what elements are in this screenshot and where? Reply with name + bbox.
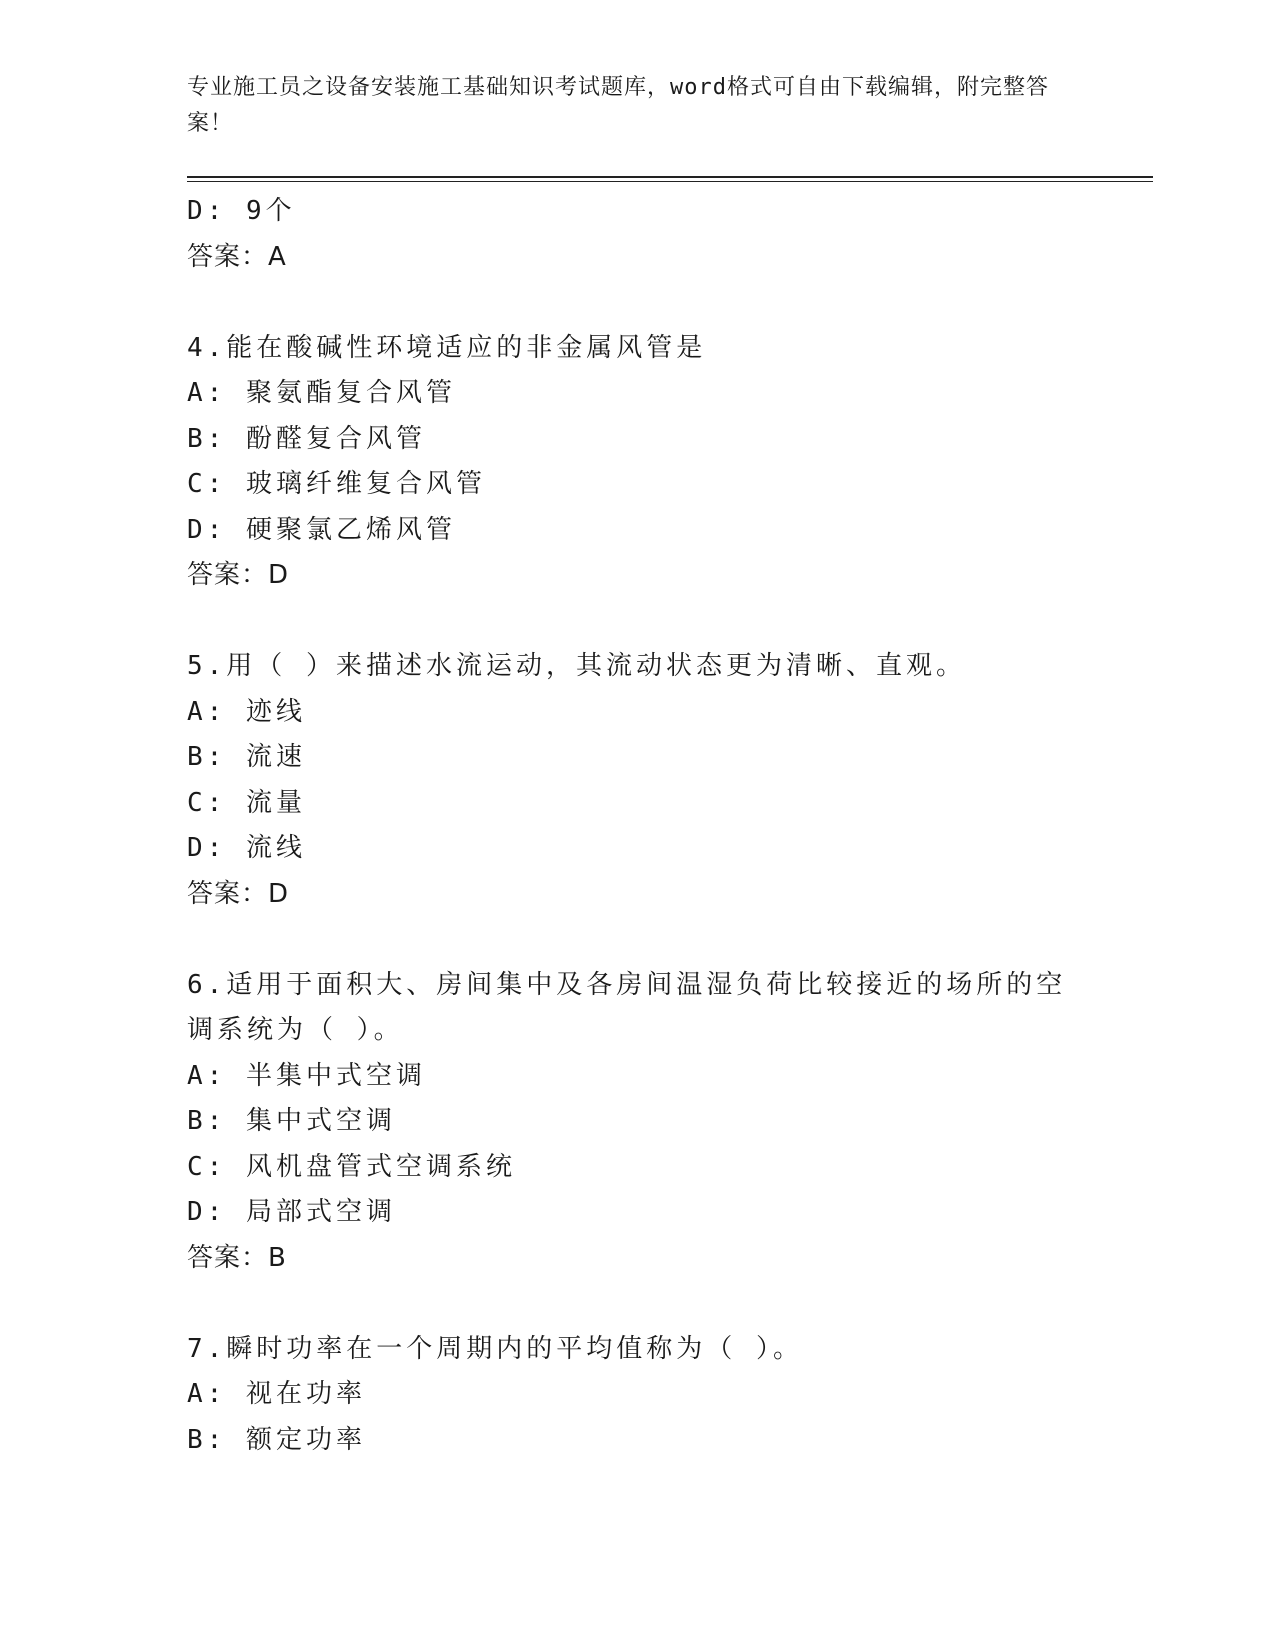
question-stem: 7.瞬时功率在一个周期内的平均值称为（ ）。 (187, 1333, 803, 1364)
answer: 答案：D (187, 560, 290, 590)
option-b: B: 酚醛复合风管 (187, 423, 426, 454)
page-header: 专业施工员之设备安装施工基础知识考试题库，word格式可自由下载编辑，附完整答案！ (187, 75, 1049, 136)
question-list (187, 189, 1087, 1463)
header-rule-thick (187, 176, 1153, 178)
option-a: A: 视在功率 (187, 1379, 366, 1409)
spacer (187, 280, 1087, 326)
question-4 (187, 326, 1087, 599)
question-6 (187, 963, 1087, 1282)
spacer (187, 917, 1087, 963)
spacer (187, 599, 1087, 645)
option-c: C: 风机盘管式空调系统 (187, 1151, 516, 1182)
question-stem: 6.适用于面积大、房间集中及各房间温湿负荷比较接近的场所的空调系统为（ ）。 (187, 969, 1067, 1045)
question-5 (187, 644, 1087, 917)
spacer (187, 1281, 1087, 1327)
option-d: D: 硬聚氯乙烯风管 (187, 514, 456, 545)
option-b: B: 流速 (187, 742, 306, 772)
answer: 答案：D (187, 878, 290, 909)
option-a: A: 迹线 (187, 696, 306, 727)
question-stem: 5.用（ ）来描述水流运动，其流动状态更为清晰、直观。 (187, 651, 966, 681)
option-a: A: 半集中式空调 (187, 1060, 426, 1091)
answer: 答案：A (187, 241, 287, 272)
option-b: B: 额定功率 (187, 1424, 366, 1455)
option-b: B: 集中式空调 (187, 1106, 396, 1136)
answer: 答案：B (187, 1242, 287, 1273)
question-stem: 4.能在酸碱性环境适应的非金属风管是 (187, 332, 707, 363)
option-d: D: 局部式空调 (187, 1197, 396, 1227)
question-7 (187, 1327, 1087, 1464)
option-a: A: 聚氨酯复合风管 (187, 378, 456, 408)
header-rule-thin (187, 181, 1153, 182)
option-d: D: 9个 (187, 196, 296, 226)
option-c: C: 流量 (187, 787, 306, 818)
option-c: C: 玻璃纤维复合风管 (187, 469, 486, 499)
option-d: D: 流线 (187, 833, 306, 863)
